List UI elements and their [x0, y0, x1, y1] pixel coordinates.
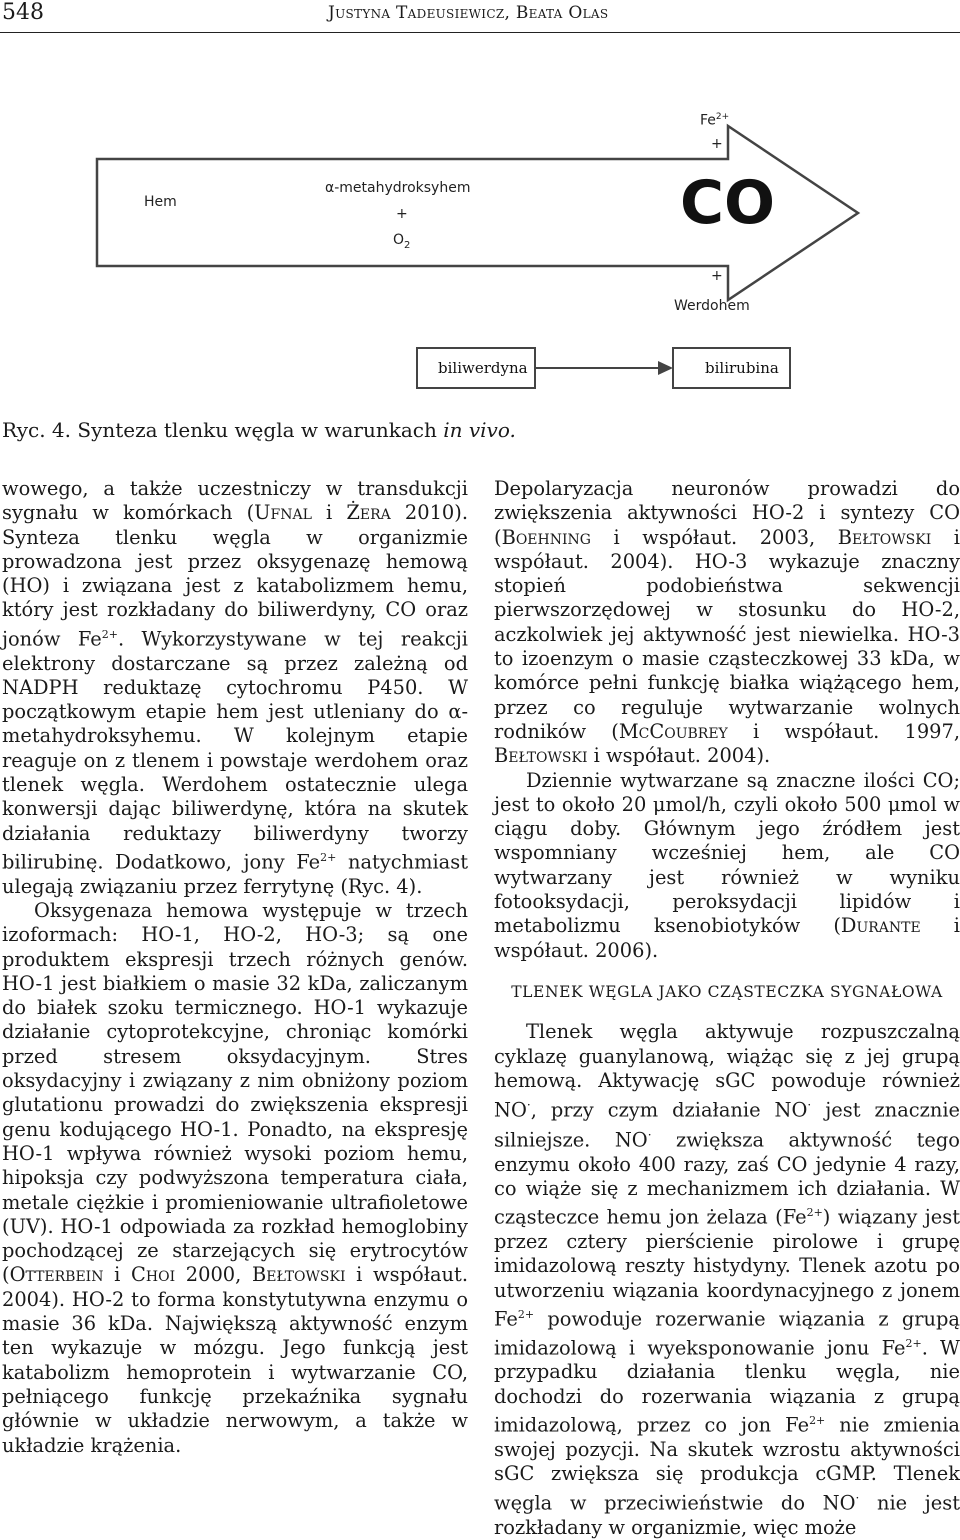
page-number: 548: [2, 0, 44, 25]
diagram-shapes: [90, 100, 870, 400]
label-fe2plus: $Fe^{2+}$: [700, 112, 730, 129]
label-o2: $O_2$: [393, 232, 411, 251]
label-bilirubina: bilirubina: [705, 359, 779, 377]
label-plus: +: [396, 206, 408, 222]
label-werdohem: Werdohem: [674, 298, 750, 314]
right-paragraph-2: Dziennie wytwarzane są znaczne ilości CO; jest to około 20 μmol/h, czyli około 500 μmol w ciągu doby. Głównym jego źródłem jest wspomniany wcześniej hem, ale CO wytwarzany jest również w wyniku fotooksydacji, peroksydacji lipidów i metabolizmu ksenobiotyków (Durante i współaut. 2006).: [494, 768, 960, 962]
label-plus-fe: +: [711, 136, 723, 152]
label-biliwerdyna: biliwerdyna: [438, 359, 528, 377]
section-heading: TLENEK WĘGLA JAKO CZĄSTECZKA SYGNAŁOWA: [511, 982, 943, 1001]
label-co: CO: [680, 168, 776, 238]
right-column: [494, 477, 960, 1540]
right-paragraph-1: Depolaryzacja neuronów prowadzi do zwiększenia aktywności HO-2 i syntezy CO (Boehning i współaut. 2003, Bełtowski i współaut. 2004). HO-3 wykazuje znaczny stopień podobieństwa sekwencji pierwszorzędowej w stosunku do HO-2, aczkolwiek jej aktywność jest niewielka. HO-3 to izoenzym o masie cząsteczkowej 33 kDa, w komórce pełni funkcję białka wiążącego hem, przez co reguluje wytwarzanie wolnych rodników (McCoubrey i współaut. 1997, Bełtowski i współaut. 2004).: [494, 477, 960, 768]
right-paragraph-3: Tlenek węgla aktywuje rozpuszczalną cyklazę guanylanową, wiążąc się z jej grupą hemową. Aktywację sGC powoduje również NO·, przy czym działanie NO· jest znacznie silniejsze. NO· zwiększa aktywność tego enzymu około 400 razy, zaś CO jedynie 4 razy, co wiąże się z mechanizmem ich działania. W cząsteczce hemu jon żelaza $(Fe^{2+})$ wiązany jest przez cztery pierścienie pirolowe i grupę imidazolową reszty histydyny. Tlenek azotu po utworzeniu wiązania koordynacyjnego z jonem $Fe^{2+}$ powoduje rozerwanie wiązania z grupą imidazolową i wyeksponowanie jonu $Fe^{2+}$. W przypadku działania tlenku węgla, nie dochodzi do rozerwania wiązania z grupą imidazolową, przez co jon $Fe^{2+}$ nie zmienia swojej pozycji. Na skutek wzrostu aktywności sGC zwiększa się produkcja cGMP. Tlenek węgla w przeciwieństwie do NO· nie jest rozkładany w organizmie, więc może: [494, 1020, 960, 1540]
header-rule: [0, 32, 960, 33]
connector-arrowhead: [658, 361, 673, 375]
figure-caption: Ryc. 4. Synteza tlenku węgla w warunkach in vivo.: [2, 418, 516, 442]
left-paragraph-2: Oksygenaza hemowa występuje w trzech izoformach: HO-1, HO-2, HO-3; są one produktem ekspresji trzech różnych genów. HO-1 jest białkiem o masie 32 kDa, zaliczanym do białek szoku termicznego. HO-1 wykazuje działanie cytoprotekcyjne, chroniąc komórki przed stresem oksydacyjnym. Stres oksydacyjny i związany z nim obniżony poziom glutationu prowadzi do zwiększenia ekspresji genu kodującego HO-1. Ponadto, na ekspresję HO-1 wpływa również wysoki poziom hemu, hipoksja czy podwyższona temperatura ciała, metale ciężkie i promieniowanie ultrafioletowe (UV). HO-1 odpowiada za rozkład hemoglobiny pochodzącej ze starzejących się erytrocytów (Otterbein i Choi 2000, Bełtowski i współaut. 2004). HO-2 to forma konstytutywna enzymu o masie 36 kDa. Największą aktywność enzym ten wykazuje w mózgu. Jego funkcją jest katabolizm hemoprotein i wytwarzanie CO, pełniącego funkcję przekaźnika sygnału głównie w układzie nerwowym, a także w układzie krążenia.: [2, 898, 468, 1457]
label-alpha-metahydroksyhem: α-metahydroksyhem: [325, 180, 471, 196]
left-column: [2, 477, 468, 1458]
figure-co-synthesis-diagram: [90, 100, 870, 400]
label-plus-werdohem: +: [711, 268, 723, 284]
left-paragraph-1: wowego, a także uczestniczy w transdukcji sygnału w komórkach (Ufnal i Żera 2010). Synteza tlenku węgla w organizmie prowadzona jest przez oksygenazę hemową (HO) i związana jest z katabolizmem hemu, który jest rozkładany do biliwerdyny, CO oraz jonów $Fe^{2+}$. Wykorzystywane w tej reakcji elektrony dostarczane są przez zależną od NADPH reduktazę cytochromu P450. W początkowym etapie hem jest utleniany do α-metahydroksyhemu. W kolejnym etapie reaguje on z tlenem i powstaje werdohem oraz tlenek węgla. Werdohem ostatecznie ulega konwersji dając biliwerdynę, która na skutek działania reduktazy biliwerdyny tworzy bilirubinę. Dodatkowo, jony $Fe^{2+}$ natychmiast ulegają związaniu przez ferrytynę (Ryc. 4).: [2, 477, 468, 898]
running-header: [0, 0, 960, 30]
running-authors: Justyna Tadeusiewicz, Beata Olas: [328, 3, 609, 23]
label-hem: Hem: [144, 194, 177, 210]
